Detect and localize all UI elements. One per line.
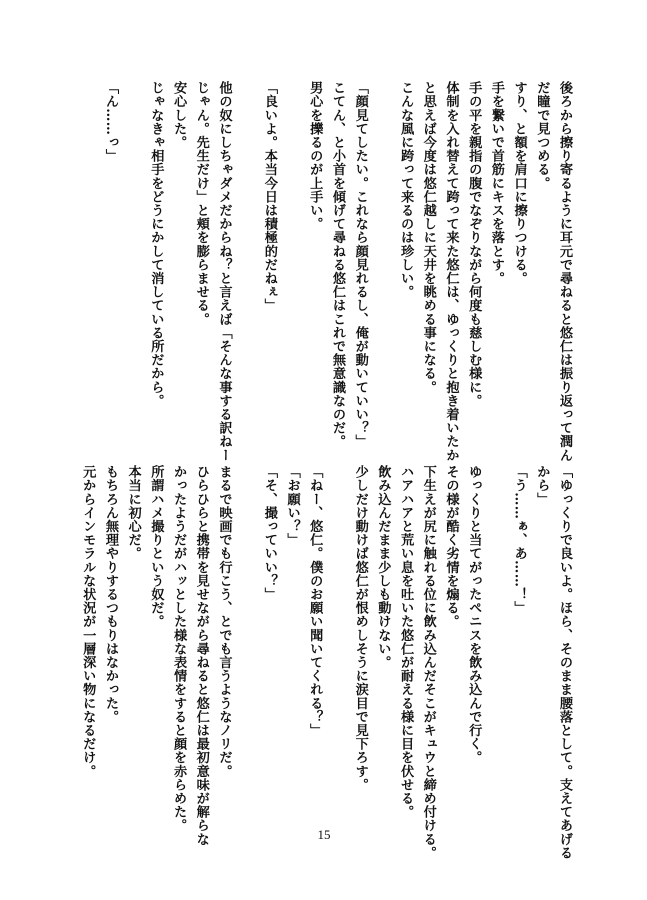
text-line: かったようだがハッとした様な表情をすると顔を赤らめた。: [171, 465, 187, 833]
blank-line: [234, 81, 257, 416]
blank-line: [280, 81, 303, 416]
text-line: 下生えが尻に触れる位に飲み込んだそこがキュウと締め付ける。: [420, 465, 436, 860]
text-line: 「ゆっくりで良いよ。ほら、そのまま腰落として。支えてあげる: [557, 465, 572, 860]
text-line: まるで映画でも行こう、とでも言うようなノリだ。: [216, 465, 232, 778]
text-line: ひらひらと携帯を見せながら尋ねると悠仁は最初意味が解らな: [193, 465, 209, 846]
text-line: その様が酷く劣情を煽る。: [443, 465, 459, 629]
text-line: 「う……ぁ、あ……！」: [511, 465, 527, 615]
text-line: 他の奴にしちゃダメだからね？と言えば「そんな事する訳ねー: [216, 81, 232, 462]
text-line: 所謂ハメ撮りという奴だ。: [148, 465, 164, 629]
text-line: すり、と額を肩口に擦りつける。: [511, 81, 527, 285]
text-line: 元からインモラルな状況が一層深い物になるだけ。: [80, 465, 96, 778]
text-line: もちろん無理やりするつもりはなかった。: [102, 465, 118, 724]
blank-line: [371, 81, 394, 416]
blank-line: [325, 465, 348, 801]
blank-line: [484, 465, 507, 801]
text-line: 「顔見てしたい。これなら顔見れるし、俺が動いていい？」: [352, 81, 368, 449]
text-line: 「そ、撮っていい？」: [261, 465, 277, 601]
blank-line: [121, 81, 144, 416]
text-line: 「良いよ。本当今日は積極的だねぇ」: [261, 81, 277, 313]
text-line: ゆっくりと当てがったペニスを飲み込んで行く。: [466, 465, 482, 765]
blank-line: [234, 465, 257, 801]
text-line: ハアハアと荒い息を吐いた悠仁が耐える様に目を伏せる。: [398, 465, 414, 819]
text-line: 後ろから擦り寄るように耳元で尋ねると悠仁は振り返って潤ん: [557, 81, 572, 462]
text-line: から」: [534, 465, 550, 506]
text-line: 本当に初心だ。: [125, 465, 141, 561]
text-line: 少しだけ動けば悠仁が恨めしそうに涙目で見下ろす。: [352, 465, 368, 792]
text-line: こてん、と小首を傾げて尋ねる悠仁はこれで無意識なのだ。: [329, 81, 345, 449]
text-line: 手の平を親指の腹でなぞりながら何度も慈しむ様に。: [466, 81, 482, 408]
text-line: だ瞳で見つめる。: [534, 81, 550, 190]
text-line: 飲み込んだまま少しも動けない。: [375, 465, 391, 669]
top-text-column: [98, 81, 575, 462]
text-line: 「ん……っ」: [102, 81, 118, 163]
text-line: 「ねー、悠仁。僕のお願い聞いてくれる？」: [307, 465, 323, 737]
text-line: 手を繋いで首筋にキスを落とす。: [488, 81, 504, 285]
text-line: 男心を擽るのが上手い。: [307, 81, 323, 231]
text-line: こんな風に跨って来るのは珍しい。: [398, 81, 414, 299]
text-line: と思えば今度は悠仁越しに天井を眺める事になる。: [420, 81, 436, 394]
text-line: 体制を入れ替えて跨って来た悠仁は、ゆっくりと抱き着いたか: [443, 81, 459, 462]
text-line: じゃん。先生だけ」と頬を膨らませる。: [193, 81, 209, 326]
text-line: 「お願い？」: [284, 465, 300, 547]
text-line: 安心した。: [171, 81, 187, 149]
text-line: じゃなきゃ相手をどうにかして消している所だから。: [148, 81, 164, 408]
page-number: 15: [317, 827, 331, 842]
